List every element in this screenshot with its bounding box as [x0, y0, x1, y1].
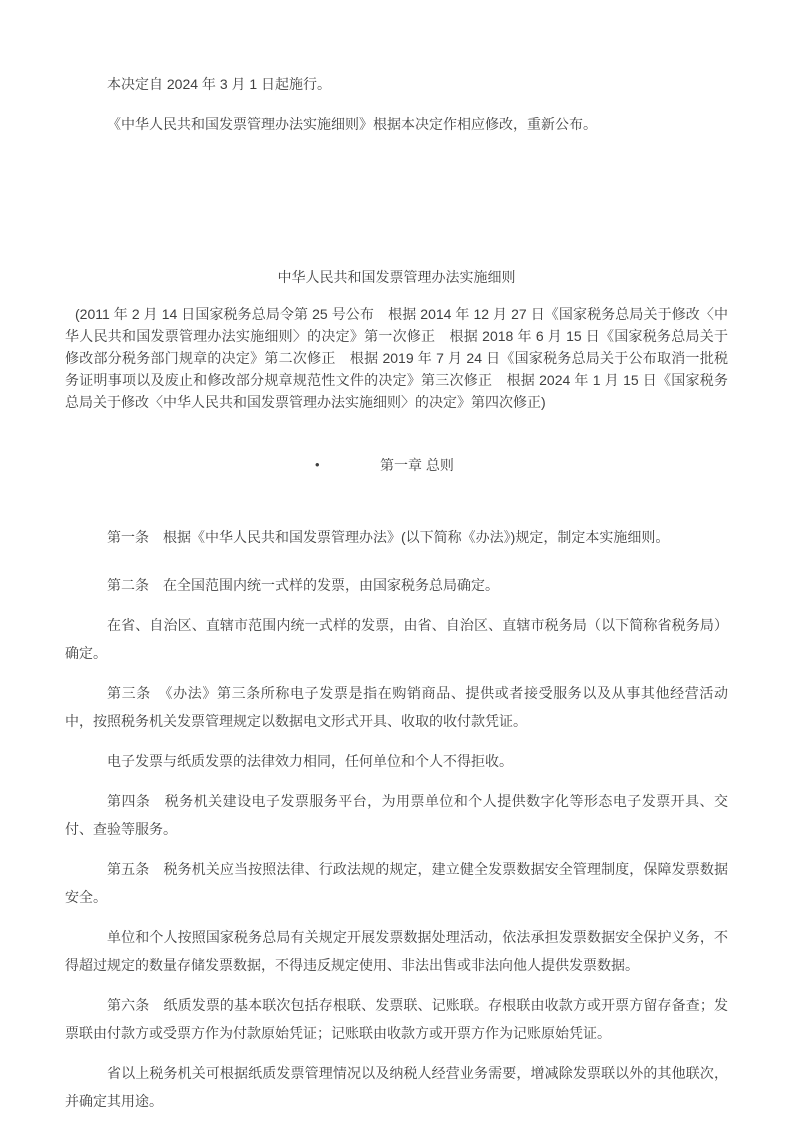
revision-history-note: (2011 年 2 月 14 日国家税务总局令第 25 号公布 根据 2014 年 12 月 27 日《国家税务总局关于修改〈中华人民共和国发票管理办法实施细则〉的决定》第一次修正 根据 2018 年 6 月 15 日《国家税务总局关于修改部分税务部门规章的决定》第二次修正 根据 2019 年 7 月 24 日《国家税务总局关于公布取消一批税务证明事项以及废止和修改部分规章规范性文件的决定》第三次修正 根据 2024 年 1 月 15 日《国家税务总局关于修改〈中华人民共和国发票管理办法实施细则〉的决定》第四次修正): [65, 306, 728, 410]
chapter-heading: [65, 451, 728, 479]
article-5-subparagraph: 单位和个人按照国家税务总局有关规定开展发票数据处理活动，依法承担发票数据安全保护义务，不得超过规定的数量存储发票数据，不得违反规定使用、非法出售或非法向他人提供发票数据。: [65, 929, 728, 973]
article-6-subparagraph: 省以上税务机关可根据纸质发票管理情况以及纳税人经营业务需要，增减除发票联以外的其他联次，并确定其用途。: [65, 1065, 728, 1109]
article-2-subparagraph: 在省、自治区、直辖市范围内统一式样的发票，由省、自治区、直辖市税务局（以下简称省税务局）确定。: [65, 617, 728, 661]
document-title: 中华人民共和国发票管理办法实施细则: [277, 269, 516, 285]
chapter-title: 第一章 总则: [380, 457, 454, 473]
preamble-paragraph-1: 本决定自 2024 年 3 月 1 日起施行。: [107, 76, 332, 92]
article-5-paragraph: 第五条 税务机关应当按照法律、行政法规的规定，建立健全发票数据安全管理制度，保障发票数据安全。: [65, 861, 728, 905]
article-2-paragraph: 第二条 在全国范围内统一式样的发票，由国家税务总局确定。: [107, 577, 499, 593]
article-4-paragraph: 第四条 税务机关建设电子发票服务平台，为用票单位和个人提供数字化等形态电子发票开具、交付、查验等服务。: [65, 793, 728, 837]
article-6-paragraph: 第六条 纸质发票的基本联次包括存根联、发票联、记账联。存根联由收款方或开票方留存备查；发票联由付款方或受票方作为付款原始凭证；记账联由收款方或开票方作为记账原始凭证。: [65, 997, 728, 1041]
article-3-paragraph: 第三条 《办法》第三条所称电子发票是指在购销商品、提供或者接受服务以及从事其他经营活动中，按照税务机关发票管理规定以数据电文形式开具、收取的收付款凭证。: [65, 685, 728, 729]
article-3-subparagraph: 电子发票与纸质发票的法律效力相同，任何单位和个人不得拒收。: [107, 753, 513, 769]
article-1-paragraph: 第一条 根据《中华人民共和国发票管理办法》(以下简称《办法》)规定，制定本实施细则。: [107, 529, 670, 545]
preamble-paragraph-2: 《中华人民共和国发票管理办法实施细则》根据本决定作相应修改，重新公布。: [107, 116, 597, 132]
list-bullet-icon: •: [315, 457, 320, 472]
